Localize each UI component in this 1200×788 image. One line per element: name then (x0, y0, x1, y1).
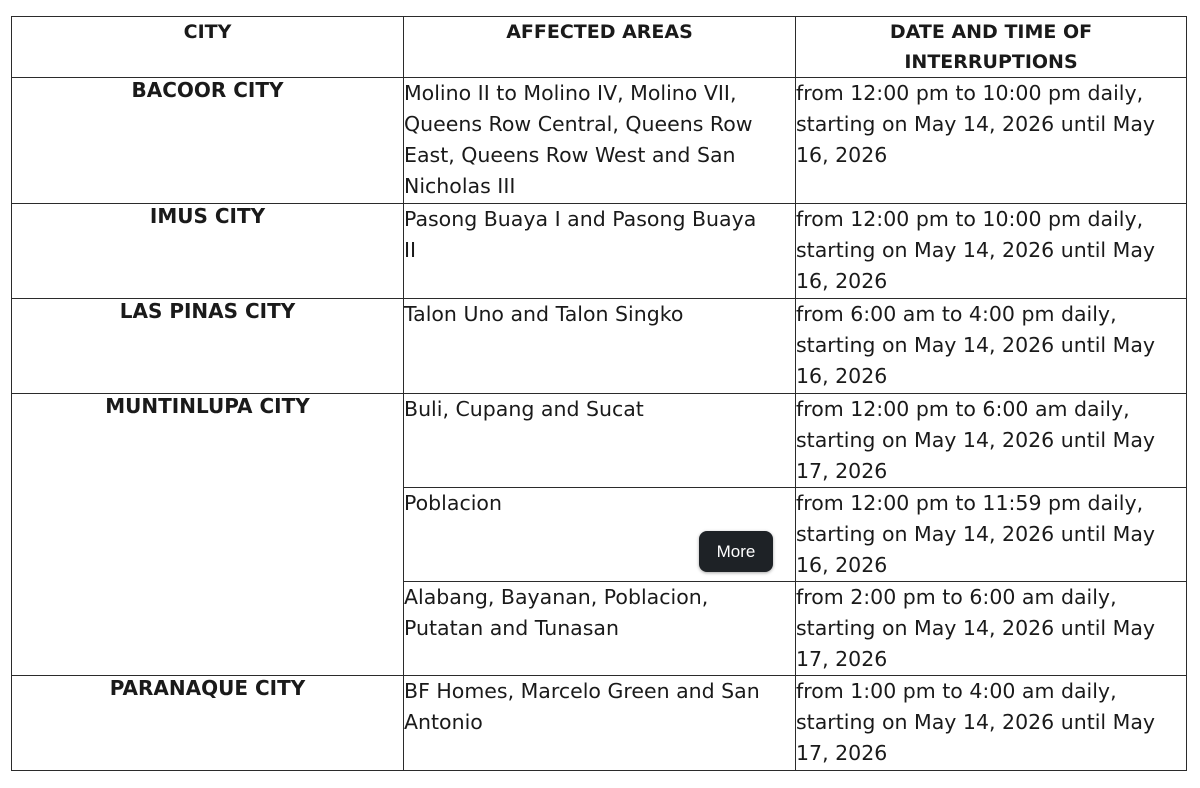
affected-areas-cell: Pasong Buaya I and Pasong Buaya II (404, 204, 796, 299)
affected-areas-cell: Molino II to Molino IV, Molino VII, Queens Row Central, Queens Row East, Queens Row West and San Nicholas III (404, 78, 796, 204)
city-cell: BACOOR CITY (12, 78, 404, 204)
schedule-cell: from 12:00 pm to 11:59 pm daily, starting on May 14, 2026 until May 16, 2026 (796, 488, 1187, 582)
schedule-cell: from 1:00 pm to 4:00 am daily, starting on May 14, 2026 until May 17, 2026 (796, 676, 1187, 771)
table-row (12, 299, 1187, 394)
affected-areas-cell: Buli, Cupang and Sucat (404, 394, 796, 488)
table-row (12, 676, 1187, 771)
schedule-cell: from 12:00 pm to 6:00 am daily, starting on May 14, 2026 until May 17, 2026 (796, 394, 1187, 488)
affected-areas-cell: Talon Uno and Talon Singko (404, 299, 796, 394)
interruption-schedule-table (11, 16, 1187, 771)
schedule-cell: from 6:00 am to 4:00 pm daily, starting on May 14, 2026 until May 16, 2026 (796, 299, 1187, 394)
table-row (12, 78, 1187, 204)
city-cell: LAS PINAS CITY (12, 299, 404, 394)
more-button[interactable]: More (699, 531, 773, 572)
schedule-cell: from 12:00 pm to 10:00 pm daily, starting on May 14, 2026 until May 16, 2026 (796, 204, 1187, 299)
city-cell: IMUS CITY (12, 204, 404, 299)
affected-areas-cell: BF Homes, Marcelo Green and San Antonio (404, 676, 796, 771)
header-city: CITY (12, 17, 404, 78)
header-affected-areas: AFFECTED AREAS (404, 17, 796, 78)
schedule-cell: from 12:00 pm to 10:00 pm daily, starting on May 14, 2026 until May 16, 2026 (796, 78, 1187, 204)
city-cell: PARANAQUE CITY (12, 676, 404, 771)
affected-areas-cell: Poblacion More (404, 488, 796, 582)
city-cell: MUNTINLUPA CITY (12, 394, 404, 676)
header-row (12, 17, 1187, 78)
table-row (12, 204, 1187, 299)
affected-areas-cell: Alabang, Bayanan, Poblacion, Putatan and Tunasan (404, 582, 796, 676)
schedule-cell: from 2:00 pm to 6:00 am daily, starting on May 14, 2026 until May 17, 2026 (796, 582, 1187, 676)
table-row (12, 394, 1187, 488)
header-date-time: DATE AND TIME OF INTERRUPTIONS (796, 17, 1187, 78)
